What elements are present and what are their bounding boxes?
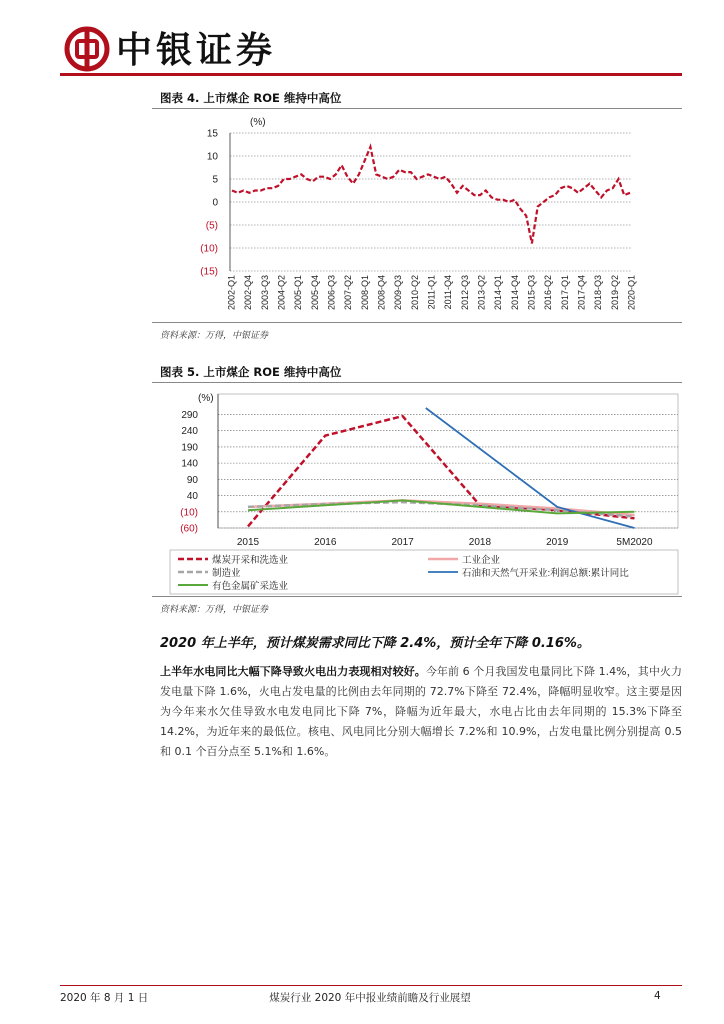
figure5-x-tick-label: 2018	[468, 537, 492, 548]
header-divider	[60, 73, 682, 76]
figure4-x-tick-label: 2017-Q4	[576, 275, 587, 311]
figure5-legend-label: 制造业	[212, 568, 241, 579]
figure4-x-tick-label: 2004-Q2	[276, 275, 287, 311]
figure4-bottom-rule	[152, 322, 682, 323]
figure5-x-tick-label: 2019	[546, 537, 569, 548]
figure4-x-tick-label: 2012-Q3	[459, 275, 470, 311]
figure4-x-tick-label: 2014-Q4	[509, 275, 520, 311]
figure5-y-tick-label: 190	[181, 442, 198, 454]
bank-of-china-logo-icon	[64, 26, 110, 72]
figure5-x-tick-label: 2016	[314, 537, 337, 548]
figure5-source: 资料来源：万得，中银证券	[160, 605, 269, 615]
figure5-legend-label: 工业企业	[462, 555, 501, 566]
figure4-title: 图表 4. 上市煤企 ROE 维持中高位	[160, 91, 342, 105]
figure4-x-tick-label: 2020-Q1	[626, 275, 637, 311]
figure4-x-tick-label: 2002-Q1	[226, 275, 237, 311]
figure4-x-tick-label: 2019-Q2	[609, 275, 620, 311]
figure5-title: 图表 5. 上市煤企 ROE 维持中高位	[160, 365, 342, 379]
figure4-y-tick-label: 10	[206, 151, 218, 163]
figure5-y-tick-label: 140	[181, 458, 198, 470]
figure5-series-line-3	[426, 408, 635, 528]
figure4-y-unit: (%)	[250, 117, 266, 128]
figure5-chart	[150, 386, 682, 598]
figure4-x-tick-label: 2011-Q1	[426, 275, 437, 310]
figure4-x-tick-label: 2010-Q2	[409, 275, 420, 311]
figure4-x-tick-label: 2002-Q4	[243, 275, 254, 311]
figure5-y-tick-label: (10)	[180, 507, 198, 519]
figure5-y-tick-label: 240	[181, 426, 198, 438]
figure4-series-line	[232, 147, 630, 244]
figure4-y-tick-label: (10)	[200, 243, 218, 255]
figure4-y-tick-label: 5	[212, 174, 218, 186]
figure4-x-tick-label: 2016-Q2	[543, 275, 554, 311]
page-header	[0, 0, 724, 82]
figure4-source: 资料来源：万得，中银证券	[160, 331, 269, 341]
figure4-x-tick-label: 2008-Q4	[376, 275, 387, 311]
footer-date: 2020 年 8 月 1 日	[60, 992, 149, 1004]
figure4-x-tick-label: 2011-Q4	[443, 275, 454, 310]
figure4-chart	[182, 110, 682, 322]
page-number: 4	[654, 990, 661, 1002]
figure4-x-tick-label: 2014-Q1	[493, 275, 504, 311]
figure4-y-tick-label: (15)	[200, 266, 218, 278]
figure4-x-tick-label: 2003-Q3	[259, 275, 270, 311]
figure5-legend-label: 石油和天然气开采业:利润总额:累计同比	[462, 568, 629, 579]
paragraph-lead: 上半年水电同比大幅下降导致火电出力表现相对较好。	[160, 665, 426, 678]
figure4-top-rule	[152, 108, 682, 109]
figure5-x-tick-label: 5M2020	[616, 537, 653, 548]
body-paragraph	[160, 662, 682, 762]
figure5-x-tick-label: 2015	[236, 537, 260, 548]
figure4-x-tick-label: 2005-Q1	[293, 275, 304, 311]
figure4-y-tick-label: 15	[206, 128, 218, 140]
figure5-legend-label: 煤炭开采和洗选业	[212, 555, 289, 566]
figure4-y-tick-label: (5)	[205, 220, 218, 232]
section-heading: 2020 年上半年，预计煤炭需求同比下降 2.4%，预计全年下降 0.16%。	[160, 636, 590, 651]
figure5-legend-label: 有色金属矿采选业	[212, 581, 289, 592]
figure4-x-tick-label: 2018-Q3	[593, 275, 604, 311]
figure5-y-tick-label: 40	[186, 491, 198, 503]
figure4-y-tick-label: 0	[212, 197, 218, 209]
figure5-x-tick-label: 2017	[391, 537, 414, 548]
paragraph-body: 今年前 6 个月我国发电量同比下降 1.4%，其中火力发电量下降 1.6%，火电占发电量的比例由去年同期的 72.7%下降至 72.4%，降幅明显收窄。这主要是因为今年来水欠佳导致水电发电同比下降 7%，降幅为近年最大，水电占比由去年同期的 15.3%下降至 14.2%，为近年来的最低位。核电、风电同比分别大幅增长 7.2%和 10.9%，占发电量比例分别提高 0.5 和 0.1 个百分点至 5.1%和 1.6%。	[160, 665, 682, 758]
footer-title: 煤炭行业 2020 年中报业绩前瞻及行业展望	[269, 992, 471, 1004]
figure5-top-rule	[152, 382, 682, 383]
figure4-x-tick-label: 2017-Q1	[559, 275, 570, 311]
figure4-x-tick-label: 2005-Q4	[309, 275, 320, 311]
figure5-y-tick-label: (60)	[180, 523, 198, 535]
figure5-y-tick-label: 90	[186, 474, 198, 486]
figure4-x-tick-label: 2007-Q2	[343, 275, 354, 311]
figure4-x-tick-label: 2008-Q1	[359, 275, 370, 311]
footer-divider	[60, 985, 682, 986]
figure4-x-tick-label: 2006-Q3	[326, 275, 337, 311]
figure5-y-tick-label: 290	[181, 409, 198, 421]
brand-name: 中银证券	[116, 29, 277, 71]
figure5-bottom-rule	[152, 596, 682, 597]
figure5-y-unit: (%)	[198, 393, 214, 404]
figure4-x-tick-label: 2009-Q3	[393, 275, 404, 311]
figure4-x-tick-label: 2015-Q3	[526, 275, 537, 311]
figure4-x-tick-label: 2013-Q2	[476, 275, 487, 311]
